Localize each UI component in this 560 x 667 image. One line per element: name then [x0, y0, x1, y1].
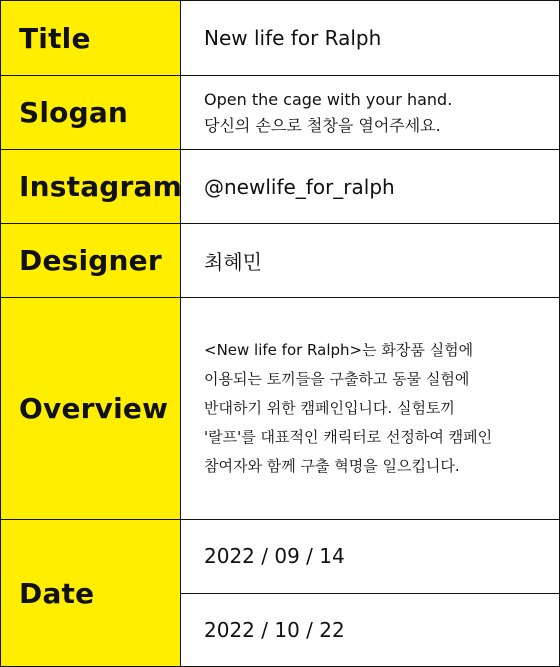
designer-value: 최혜민 [204, 250, 262, 274]
row-designer [1, 224, 559, 298]
row-instagram [1, 150, 559, 224]
date-cells [181, 520, 559, 666]
instagram-label: Instagram [1, 150, 181, 223]
overview-label: Overview [1, 298, 181, 519]
title-label: Title [1, 1, 181, 75]
date-end: 2022 / 10 / 22 [204, 617, 345, 642]
row-date [1, 520, 559, 666]
row-overview [1, 298, 559, 520]
overview-line: '랄프'를 대표적인 캐릭터로 선정하여 캠페인 [204, 428, 493, 446]
row-slogan [1, 76, 559, 150]
overview-line: 참여자와 함께 구출 혁명을 일으킵니다. [204, 457, 460, 475]
slogan-value [181, 76, 559, 149]
date-start: 2022 / 09 / 14 [181, 520, 559, 594]
title-value: New life for Ralph [204, 26, 382, 50]
slogan-label: Slogan [1, 76, 181, 149]
designer-label: Designer [1, 224, 181, 297]
date-label: Date [1, 520, 181, 666]
overview-line: 반대하기 위한 캠페인입니다. 실험토끼 [204, 399, 455, 417]
overview-line: 이용되는 토끼들을 구출하고 동물 실험에 [204, 370, 470, 388]
overview-line: <New life for Ralph>는 화장품 실험에 [204, 341, 474, 359]
instagram-value: @newlife_for_ralph [204, 174, 395, 199]
row-title [1, 1, 559, 76]
overview-value [181, 298, 559, 519]
slogan-line-en: Open the cage with your hand. [204, 89, 453, 109]
slogan-line-ko: 당신의 손으로 철창을 열어주세요. [204, 115, 441, 135]
